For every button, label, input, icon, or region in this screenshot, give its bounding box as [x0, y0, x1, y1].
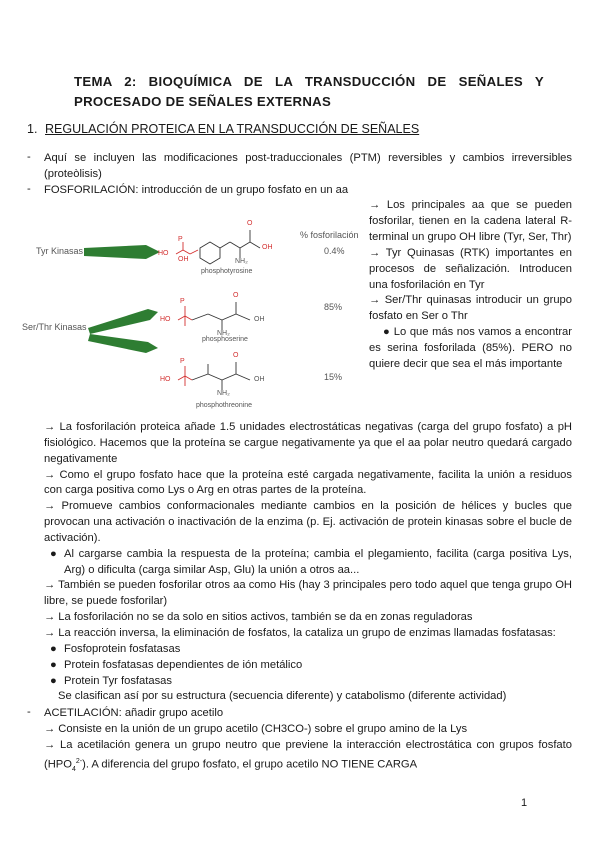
acetilacion-dash: - — [27, 706, 31, 718]
title-line-2: PROCESADO DE SEÑALES EXTERNAS — [74, 94, 332, 109]
atom-oh-4: OH — [254, 376, 265, 383]
phosphatase-item-1: ● Fosfoprotein fosfatasas — [44, 642, 572, 658]
fosforilacion-dash: - — [27, 183, 31, 195]
atom-ho-1: HO — [158, 250, 169, 257]
body-paragraph-1: → La fosforilación proteica añade 1.5 unidades electrostáticas negativas (carga del grupo fosfato) a pH fisiológico. Hacemos que la proteína se cargue negativamente ya que el aa polar neutro quedará cargado negativamente — [44, 421, 572, 465]
bullet-text: Al cargarse cambia la respuesta de la proteína; cambia el plegamiento, facilita (carga positiva Lys, Arg) o dificulta (carga similar Asp, Glu) la unión a otros aa... — [64, 547, 572, 576]
atom-oh-3: OH — [254, 316, 265, 323]
atom-o-2: O — [233, 292, 239, 299]
bullet-icon: ● — [50, 642, 57, 655]
serthr-arrow-1 — [88, 309, 158, 334]
side-note-3: → Ser/Thr quinasas introducir un grupo fosfato en Ser o Thr — [369, 294, 572, 323]
tyr-arrow — [84, 245, 160, 259]
body-paragraph-7: Se clasifican así por su estructura (secuencia diferente) y catabolismo (diferente actividad) — [58, 690, 507, 703]
intro-paragraph: Aquí se incluyen las modificaciones post-traduccionales (PTM) reversibles y cambios irreversibles (proteòlisis) — [44, 152, 572, 180]
atom-o-1: O — [247, 220, 253, 227]
phosphoserine-structure — [178, 302, 250, 330]
percent-header: % fosforilación — [300, 230, 359, 240]
title-line-1: TEMA 2: BIOQUÍMICA DE LA TRANSDUCCIÓN DE SEÑALES Y — [74, 74, 544, 89]
molecule-diagram — [18, 196, 363, 416]
atom-oh-2: OH — [262, 244, 273, 251]
body-paragraph-4: → También se pueden fosforilar otros aa como His (hay 3 principales pero todo aquel que tenga grupo OH libre, se puede fosforilar) — [44, 579, 572, 608]
atom-o-3: O — [233, 352, 239, 359]
acetilacion-paragraph-2: → La acetilación genera un grupo neutro que previene la interacción electrostática con grupos fosfato $(HPO_4^{2-})$. A diferencia del grupo fosfato, el grupo acetilo NO TIENE CARGA — [44, 739, 572, 773]
bullet-item — [44, 547, 572, 579]
body-paragraph-3: → Promueve cambios conformacionales mediante cambios en la posición de hélices y bucles que provocan una activación o inactivación de la enzima (p. Ej. activación de protein kinasas sobre el bucle de activación). — [44, 500, 572, 544]
tyr-percent: 0.4% — [324, 246, 345, 256]
atom-ho-3: HO — [160, 376, 171, 383]
bullet-icon: ● — [50, 674, 57, 687]
atom-nh-1: NH₂ — [235, 258, 248, 265]
side-notes — [369, 198, 572, 373]
side-note-1: → Los principales aa que se pueden fosforilar, tienen en la cadena lateral R-terminal un grupo OH libre (Tyr, Ser, Thr) — [369, 199, 572, 243]
bullet-icon: ● — [50, 658, 57, 671]
acetilacion-heading: ACETILACIÓN: añadir grupo acetilo — [44, 707, 224, 719]
page-title — [74, 72, 544, 112]
body-paragraph-2: → Como el grupo fosfato hace que la proteína esté cargada negativamente, facilita la unión a residuos con carga positiva como Lys o Arg en otras partes de la proteína. — [44, 468, 572, 497]
atom-p-2: P — [180, 298, 185, 305]
side-note-2: → Tyr Quinasas (RTK) importantes en procesos de señalización. Introducen una fosforilación en Tyr — [369, 246, 572, 291]
intro-dash: - — [27, 151, 31, 163]
atom-ho-2: HO — [160, 316, 171, 323]
body-paragraph-5: → La fosforilación no se da solo en sitios activos, también se da en zonas reguladoras — [44, 611, 473, 624]
phosphotyrosine-label: phosphotyrosine — [201, 268, 253, 275]
tyr-kinasas-label: Tyr Kinasas — [36, 246, 84, 256]
phospho-amino-acid-figure — [18, 196, 363, 416]
thr-percent: 15% — [324, 372, 343, 382]
bullet-icon: ● — [50, 547, 57, 560]
phosphothreonine-structure — [178, 362, 250, 390]
serthr-arrow-2 — [88, 334, 158, 353]
section-heading — [27, 122, 419, 136]
phosphatase-item-2: ● Protein fosfatasas dependientes de ión metálico — [44, 658, 572, 674]
section-number: 1. — [27, 122, 38, 136]
phosphothreonine-label: phosphothreonine — [196, 402, 253, 409]
phosphatase-item-3: ● Protein Tyr fosfatasas — [44, 674, 572, 690]
section-title: REGULACIÓN PROTEICA EN LA TRANSDUCCIÓN DE SEÑALES — [45, 122, 420, 136]
atom-nh-3: NH₂ — [217, 390, 230, 397]
serthr-kinasas-label: Ser/Thr Kinasas — [22, 322, 87, 332]
page-number: 1 — [521, 797, 528, 809]
main-body — [44, 420, 572, 705]
atom-oh-1: OH — [178, 256, 189, 263]
acetilacion-paragraph-1: → Consiste en la unión de un grupo acetilo (CH3CO-) sobre el grupo amino de la Lys — [44, 723, 468, 735]
atom-p-1: P — [178, 236, 183, 243]
side-note-4: ● Lo que más nos vamos a encontrar es serina fosforilada (85%). PERO no quiere decir que sea el más importante — [369, 326, 572, 371]
phosphoserine-label: phosphoserine — [202, 336, 248, 343]
atom-p-3: P — [180, 358, 185, 365]
body-paragraph-6: → La reacción inversa, la eliminación de fosfatos, la cataliza un grupo de enzimas llamadas fosfatasas: — [44, 626, 556, 639]
fosforilacion-heading: FOSFORILACIÓN: introducción de un grupo fosfato en un aa — [44, 184, 349, 196]
atom-nh-2: NH₂ — [217, 330, 230, 337]
ser-percent: 85% — [324, 302, 343, 312]
